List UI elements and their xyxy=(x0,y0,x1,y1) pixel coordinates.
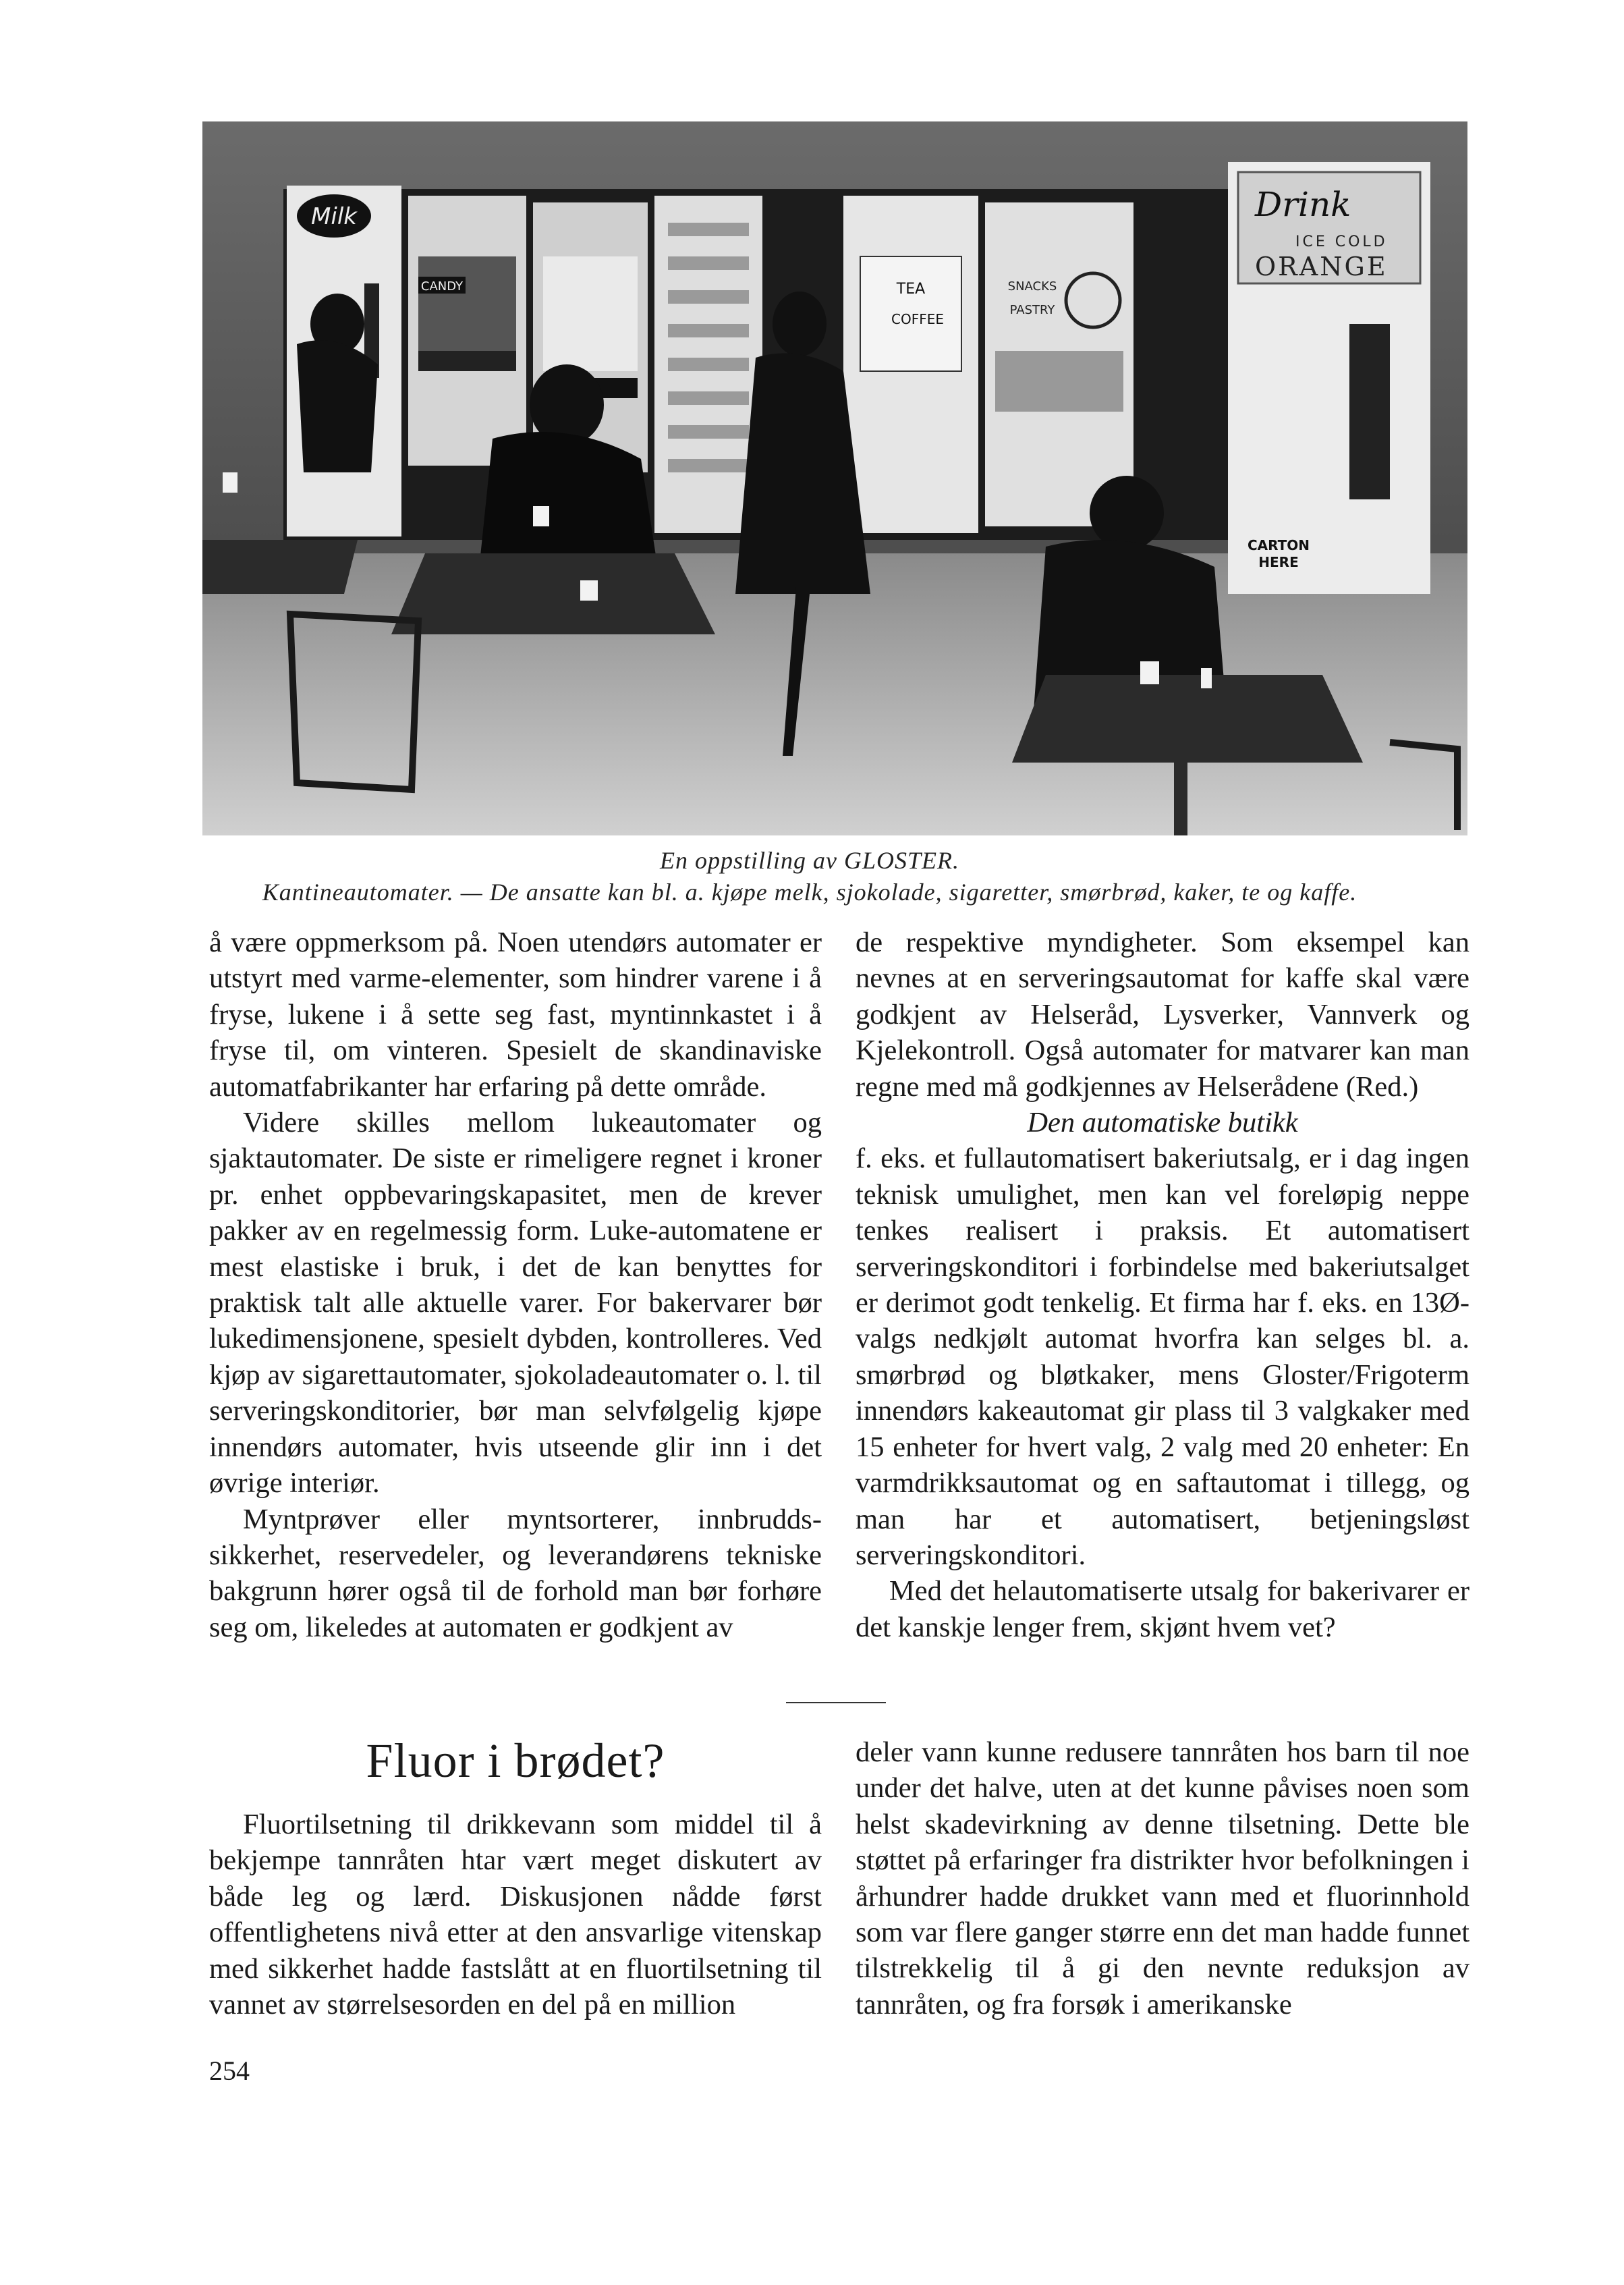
snacks-machine xyxy=(985,202,1133,526)
photo-caption-line-1: En oppstilling av GLOSTER. xyxy=(659,847,959,874)
paragraph: å være oppmerksom på. Noen utendørs automater er utstyrt med varme-elementer, som hindrer varene i å fryse, lukene i å sette seg fast, myntinnkastet i å fryse til, om vinteren. Spesielt de skandinaviske automatfabrikanter har erfaring på dette område. xyxy=(209,927,822,1103)
orange-sign: ORANGE xyxy=(1255,252,1388,281)
here-sign: HERE xyxy=(1258,554,1299,570)
candy-machine xyxy=(408,196,526,466)
candy-sign: CANDY xyxy=(420,279,464,294)
tea-sign: TEA xyxy=(896,281,926,298)
paragraph: Fluortilsetning til drikkevann som middel til å bekjempe tannråten htar vært meget diskutert av både leg og lærd. Diskusjonen nådde først offentlighetens nivå etter at den ansvarlige vitenskap med sikkerhet hadde fastslått at en fluortilsetning til vannet av størrelsesorden en del på en million xyxy=(209,1809,822,2021)
article-headline: Fluor i brødet? xyxy=(366,1734,665,1788)
article-column-left xyxy=(209,925,822,1645)
drink-sign: Drink xyxy=(1255,185,1351,224)
article-column-right xyxy=(856,925,1469,1645)
snacks-sign: SNACKS xyxy=(1007,279,1057,294)
paragraph: Videre skilles mellom lukeautomater og sjaktautomater. De siste er rimeligere regnet i kroner pr. enhet oppbevaringskapasitet, men de krever pakker av en regelmessig form. Luke-automatene er mest elastiske i bruk, i det de kan benyttes for praktisk talt alle aktuelle varer. For bakervarer bør lukedimensjonene, spesielt dybden, kontrolleres. Ved kjøp av sigarettautomater, sjokoladeautomater o. l. til serveringskonditorier, bør man selvfølgelig kjøpe innendørs automater, hvis utseende glir inn i det øvrige interiør. xyxy=(209,1107,822,1499)
article-divider xyxy=(786,1702,886,1703)
paragraph: f. eks. et fullautomatisert bakeriutsalg, er i dag ingen teknisk umulighet, men kan vel foreløpig neppe tenkes realisert i praksis. Et automatisert serveringskonditori i forbindelse med bakeriutsalget er derimot godt tenkelig. Et firma har f. eks. en 13Ø-valgs nedkjølt automat hvorfra kan selges bl. a. smørbrød og bløtkaker, mens Gloster/Frigoterm innendørs kakeautomat gir plass til 3 valgkaker med 15 enheter for hvert valg, 2 valg med 20 enheter: En varmdrikksautomat og en saftautomat i tillegg, og man har et automatisert, betjeningsløst serveringskonditori. xyxy=(856,1142,1469,1571)
milk-sign: Milk xyxy=(311,203,357,230)
article2-column-left xyxy=(209,1807,822,2022)
orange-drink-machine xyxy=(1228,162,1430,594)
article2-column-right xyxy=(856,1734,1469,2022)
carton-sign: CARTON xyxy=(1247,537,1310,553)
paragraph: Med det helautomatiserte utsalg for bakerivarer er det kanskje lenger frem, skjønt hvem vet? xyxy=(856,1575,1469,1643)
ice-cold-sign: ICE COLD xyxy=(1295,233,1388,250)
paragraph: Myntprøver eller myntsorterer, innbrudds-sikkerhet, reservedeler, og leverandørens tekniske bakgrunn hører også til de forhold man bør forhøre seg om, likeledes at automaten er godkjent av xyxy=(209,1503,822,1643)
canteen-vending-photo xyxy=(202,121,1467,835)
page-number: 254 xyxy=(209,2056,250,2086)
section-subheading: Den automatiske butikk xyxy=(1027,1107,1298,1139)
paragraph: de respektive myndigheter. Som eksempel kan nevnes at en serveringsautomat for kaffe skal være godkjent av Helseråd, Lysverker, Vannverk og Kjelekontroll. Også automater for matvarer kan man regne med må godkjennes av Helserådene (Red.) xyxy=(856,927,1469,1103)
coffee-sign: COFFEE xyxy=(891,311,944,327)
photo-illustration xyxy=(202,121,1467,835)
pastry-sign: PASTRY xyxy=(1009,303,1055,317)
tea-coffee-machine xyxy=(843,196,978,533)
photo-caption-line-2: Kantineautomater. — De ansatte kan bl. a. kjøpe melk, sjokolade, sigaretter, smørbrød, kaker, te og kaffe. xyxy=(262,879,1357,906)
paragraph: deler vann kunne redusere tannråten hos barn til noe under det halve, uten at det kunne påvises noen som helst skadevirkning av denne tilsetning. Dette ble støttet på erfaringer fra distrikter hvor befolkningen i århundrer hadde drukket vann med et fluorinnhold som var flere ganger større enn det man hadde funnet tilstrekkelig til å gi den nevnte reduksjon av tannråten, og fra forsøk i amerikanske xyxy=(856,1736,1469,2020)
